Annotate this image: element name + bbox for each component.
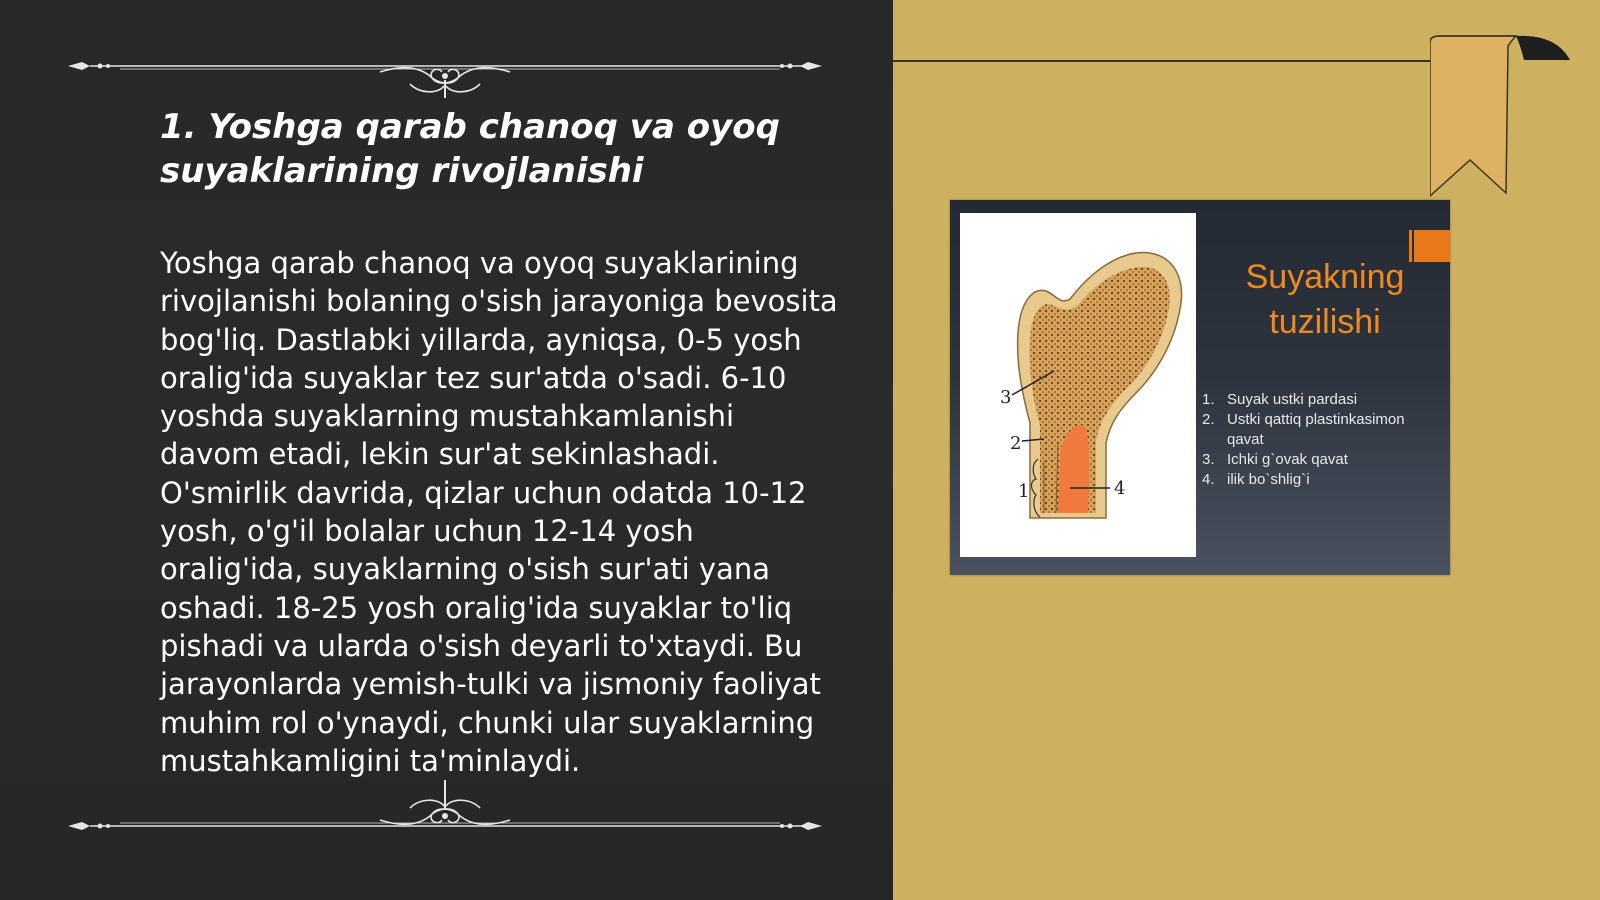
figure-title-line-2: tuzilishi bbox=[1269, 303, 1381, 341]
bookmark-ribbon-icon bbox=[1430, 30, 1570, 200]
legend-text: ilik bo`shlig`i bbox=[1227, 471, 1310, 488]
bone-illustration bbox=[960, 213, 1196, 557]
femur-bone-image bbox=[960, 213, 1196, 557]
label-4: 4 bbox=[1114, 478, 1126, 499]
header-divider-line bbox=[893, 60, 1433, 62]
label-2: 2 bbox=[1010, 433, 1022, 454]
legend-item bbox=[1202, 410, 1442, 450]
ornament-divider-top bbox=[60, 38, 830, 98]
label-3: 3 bbox=[1000, 387, 1012, 408]
legend-item bbox=[1202, 450, 1442, 470]
bone-structure-figure bbox=[950, 200, 1450, 575]
figure-legend-list bbox=[1202, 390, 1442, 490]
figure-title bbox=[1210, 255, 1440, 345]
legend-number: 2. bbox=[1202, 411, 1215, 428]
legend-item bbox=[1202, 390, 1442, 410]
slide-body-text: Yoshga qarab chanoq va oyoq suyaklarining rivojlanishi bolaning o'sish jarayoniga bevosita bog'liq. Dastlabki yillarda, ayniqsa, 0-5 yosh oralig'ida suyaklar tez sur'atda o'sadi. 6-10 yoshda suyaklarning mustahkamlanishi davom etadi, lekin sur'at sekinlashadi. O'smirlik davrida, qizlar uchun odatda 10-12 yosh, o'g'il bolalar uchun 12-14 yosh oralig'ida, suyaklarning o'sish sur'ati yana oshadi. 18-25 yosh oralig'ida suyaklar to'liq pishadi va ularda o'sish deyarli to'xtaydi. Bu jarayonlarda yemish-tulki va jismoniy faoliyat muhim rol o'ynaydi, chunki ular suyaklarning mustahkamligini ta'minlaydi. bbox=[160, 246, 838, 778]
legend-text: Suyak ustki pardasi bbox=[1227, 391, 1358, 408]
legend-item bbox=[1202, 470, 1442, 490]
legend-text: Ustki qattiq plastinkasimon qavat bbox=[1227, 411, 1405, 448]
slide-title: 1. Yoshga qarab chanoq va oyoq suyaklarining rivojlanishi bbox=[160, 107, 780, 191]
label-1: 1 bbox=[1018, 481, 1030, 502]
legend-text: Ichki g`ovak qavat bbox=[1227, 451, 1348, 468]
legend-number: 1. bbox=[1202, 391, 1215, 408]
legend-number: 3. bbox=[1202, 451, 1215, 468]
legend-number: 4. bbox=[1202, 471, 1215, 488]
figure-title-line-1: Suyakning bbox=[1245, 258, 1405, 296]
